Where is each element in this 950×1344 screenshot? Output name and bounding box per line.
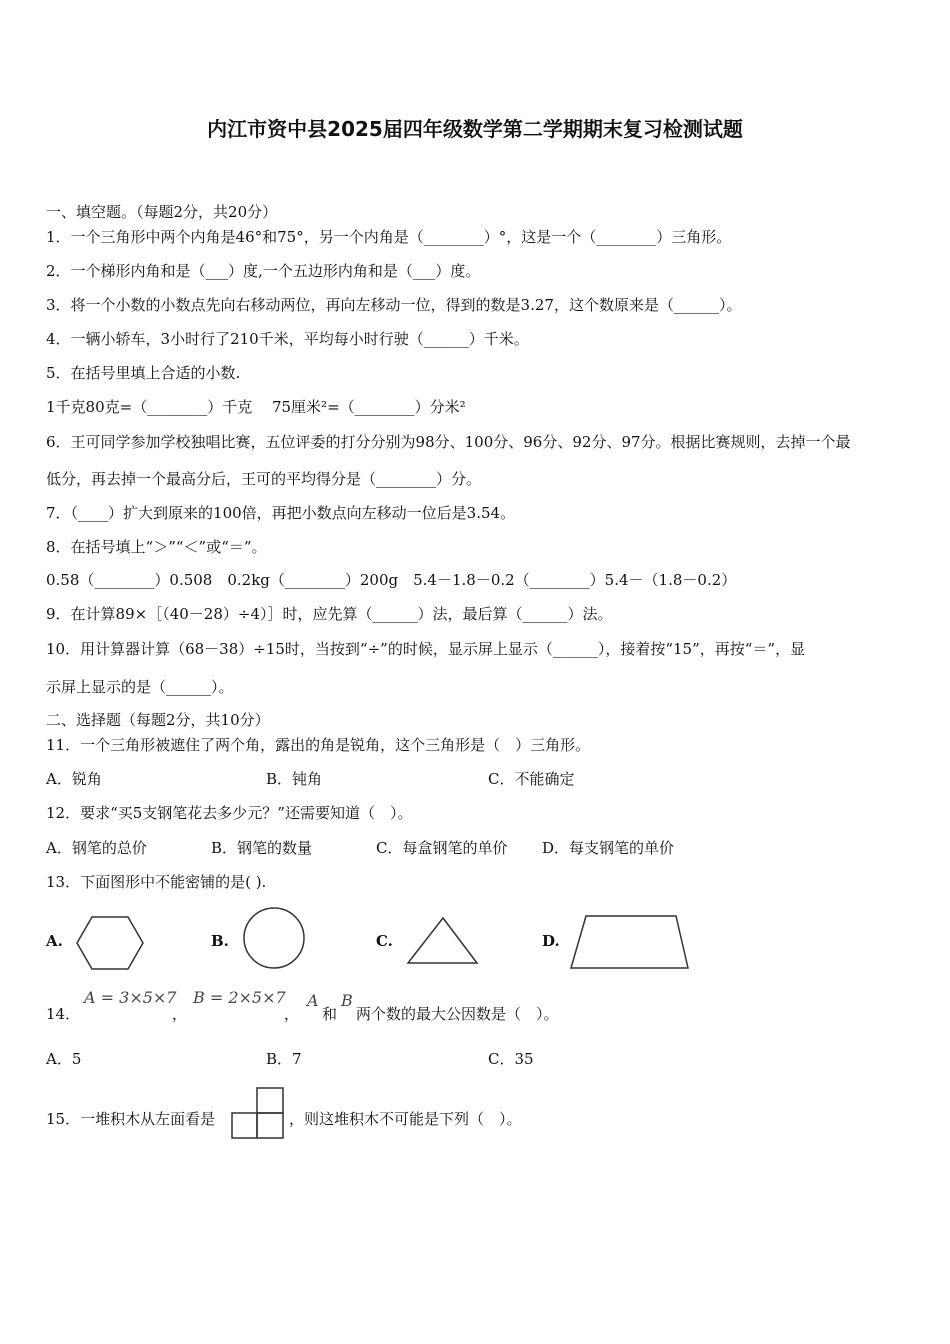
- q14-var-b: B: [341, 991, 353, 1010]
- question-9: 9．在计算89×［（40－28）÷4）］时，应先算（______）法，最后算（______）法。: [46, 605, 613, 623]
- q13-label-d: D.: [542, 932, 560, 950]
- q13-label-a: A.: [46, 932, 63, 950]
- q14-var-a: A: [307, 991, 319, 1010]
- blocks-left-view: [230, 1086, 286, 1140]
- question-5-items: 1千克80克=（________）千克 75厘米²=（________）分米²: [46, 398, 466, 416]
- q14-comma-1: ，: [172, 1005, 188, 1023]
- q12-option-a: A．钢笔的总价: [46, 839, 147, 857]
- q14-expression-a: A = 3×5×7: [84, 988, 177, 1007]
- question-1: 1．一个三角形中两个内角是46°和75°，另一个内角是（________）°，这是一个（________）三角形。: [46, 228, 732, 246]
- hexagon-shape: [74, 914, 146, 972]
- triangle-shape: [405, 915, 481, 967]
- q12-option-d: D．每支钢笔的单价: [542, 839, 675, 857]
- q14-option-a: A．5: [46, 1050, 82, 1068]
- question-11: 11．一个三角形被遮住了两个角，露出的角是锐角，这个三角形是（ ）三角形。: [46, 736, 591, 754]
- trapezoid-shape: [567, 912, 693, 974]
- question-3: 3．将一个小数的小数点先向右移动两位，再向左移动一位，得到的数是3.27，这个数原来是（______）。: [46, 296, 742, 314]
- question-4: 4．一辆小轿车，3小时行了210千米，平均每小时行驶（______）千米。: [46, 330, 529, 348]
- section-heading-choice: 二、选择题（每题2分，共10分）: [46, 711, 270, 729]
- q14-expression-b: B = 2×5×7: [193, 988, 286, 1007]
- question-10-line1: 10．用计算器计算（68－38）÷15时，当按到“÷”的时候，显示屏上显示（______），接着按“15”，再按“＝”，显: [46, 640, 806, 658]
- q12-option-c: C．每盒钢笔的单价: [376, 839, 508, 857]
- q12-option-b: B．钢笔的数量: [211, 839, 313, 857]
- question-10-line2: 示屏上显示的是（______）。: [46, 678, 234, 696]
- question-6-line1: 6．王可同学参加学校独唱比赛，五位评委的打分分别为98分、100分、96分、92分、97分。根据比赛规则，去掉一个最: [46, 433, 851, 451]
- question-6-line2: 低分，再去掉一个最高分后，王可的平均得分是（________）分。: [46, 470, 482, 488]
- question-15-post: ，则这堆积木不可能是下列（ ）。: [289, 1110, 522, 1128]
- section-heading-fill-blank: 一、填空题。（每题2分，共20分）: [46, 203, 278, 221]
- question-14-number: 14．: [46, 1005, 81, 1023]
- question-7: 7．（____）扩大到原来的100倍，再把小数点向左移动一位后是3.54。: [46, 504, 516, 522]
- q13-label-b: B.: [211, 932, 229, 950]
- q14-comma-2: ，: [284, 1005, 300, 1023]
- question-13: 13．下面图形中不能密铺的是( ).: [46, 873, 267, 891]
- circle-shape: [241, 905, 307, 971]
- question-12: 12．要求“买5支钢笔花去多少元？”还需要知道（ ）。: [46, 804, 413, 822]
- q14-tail: 两个数的最大公因数是（ ）。: [356, 1005, 559, 1023]
- q14-and: 和: [322, 1005, 338, 1023]
- q14-option-b: B．7: [266, 1050, 302, 1068]
- q14-option-c: C．35: [488, 1050, 534, 1068]
- question-8-items: 0.58（________）0.508 0.2kg（________）200g 5.4－1.8－0.2（________）5.4－（1.8－0.2）: [46, 571, 737, 589]
- q11-option-a: A．锐角: [46, 770, 102, 788]
- question-15-pre: 15．一堆积木从左面看是: [46, 1110, 216, 1128]
- question-2: 2．一个梯形内角和是（___）度,一个五边形内角和是（___）度。: [46, 262, 481, 280]
- q13-label-c: C.: [376, 932, 393, 950]
- q11-option-b: B．钝角: [266, 770, 323, 788]
- question-5: 5．在括号里填上合适的小数.: [46, 364, 241, 382]
- question-8: 8．在括号填上“＞”“＜”或“＝”。: [46, 538, 267, 556]
- page-title: 内江市资中县2025届四年级数学第二学期期末复习检测试题: [207, 117, 743, 141]
- q11-option-c: C．不能确定: [488, 770, 575, 788]
